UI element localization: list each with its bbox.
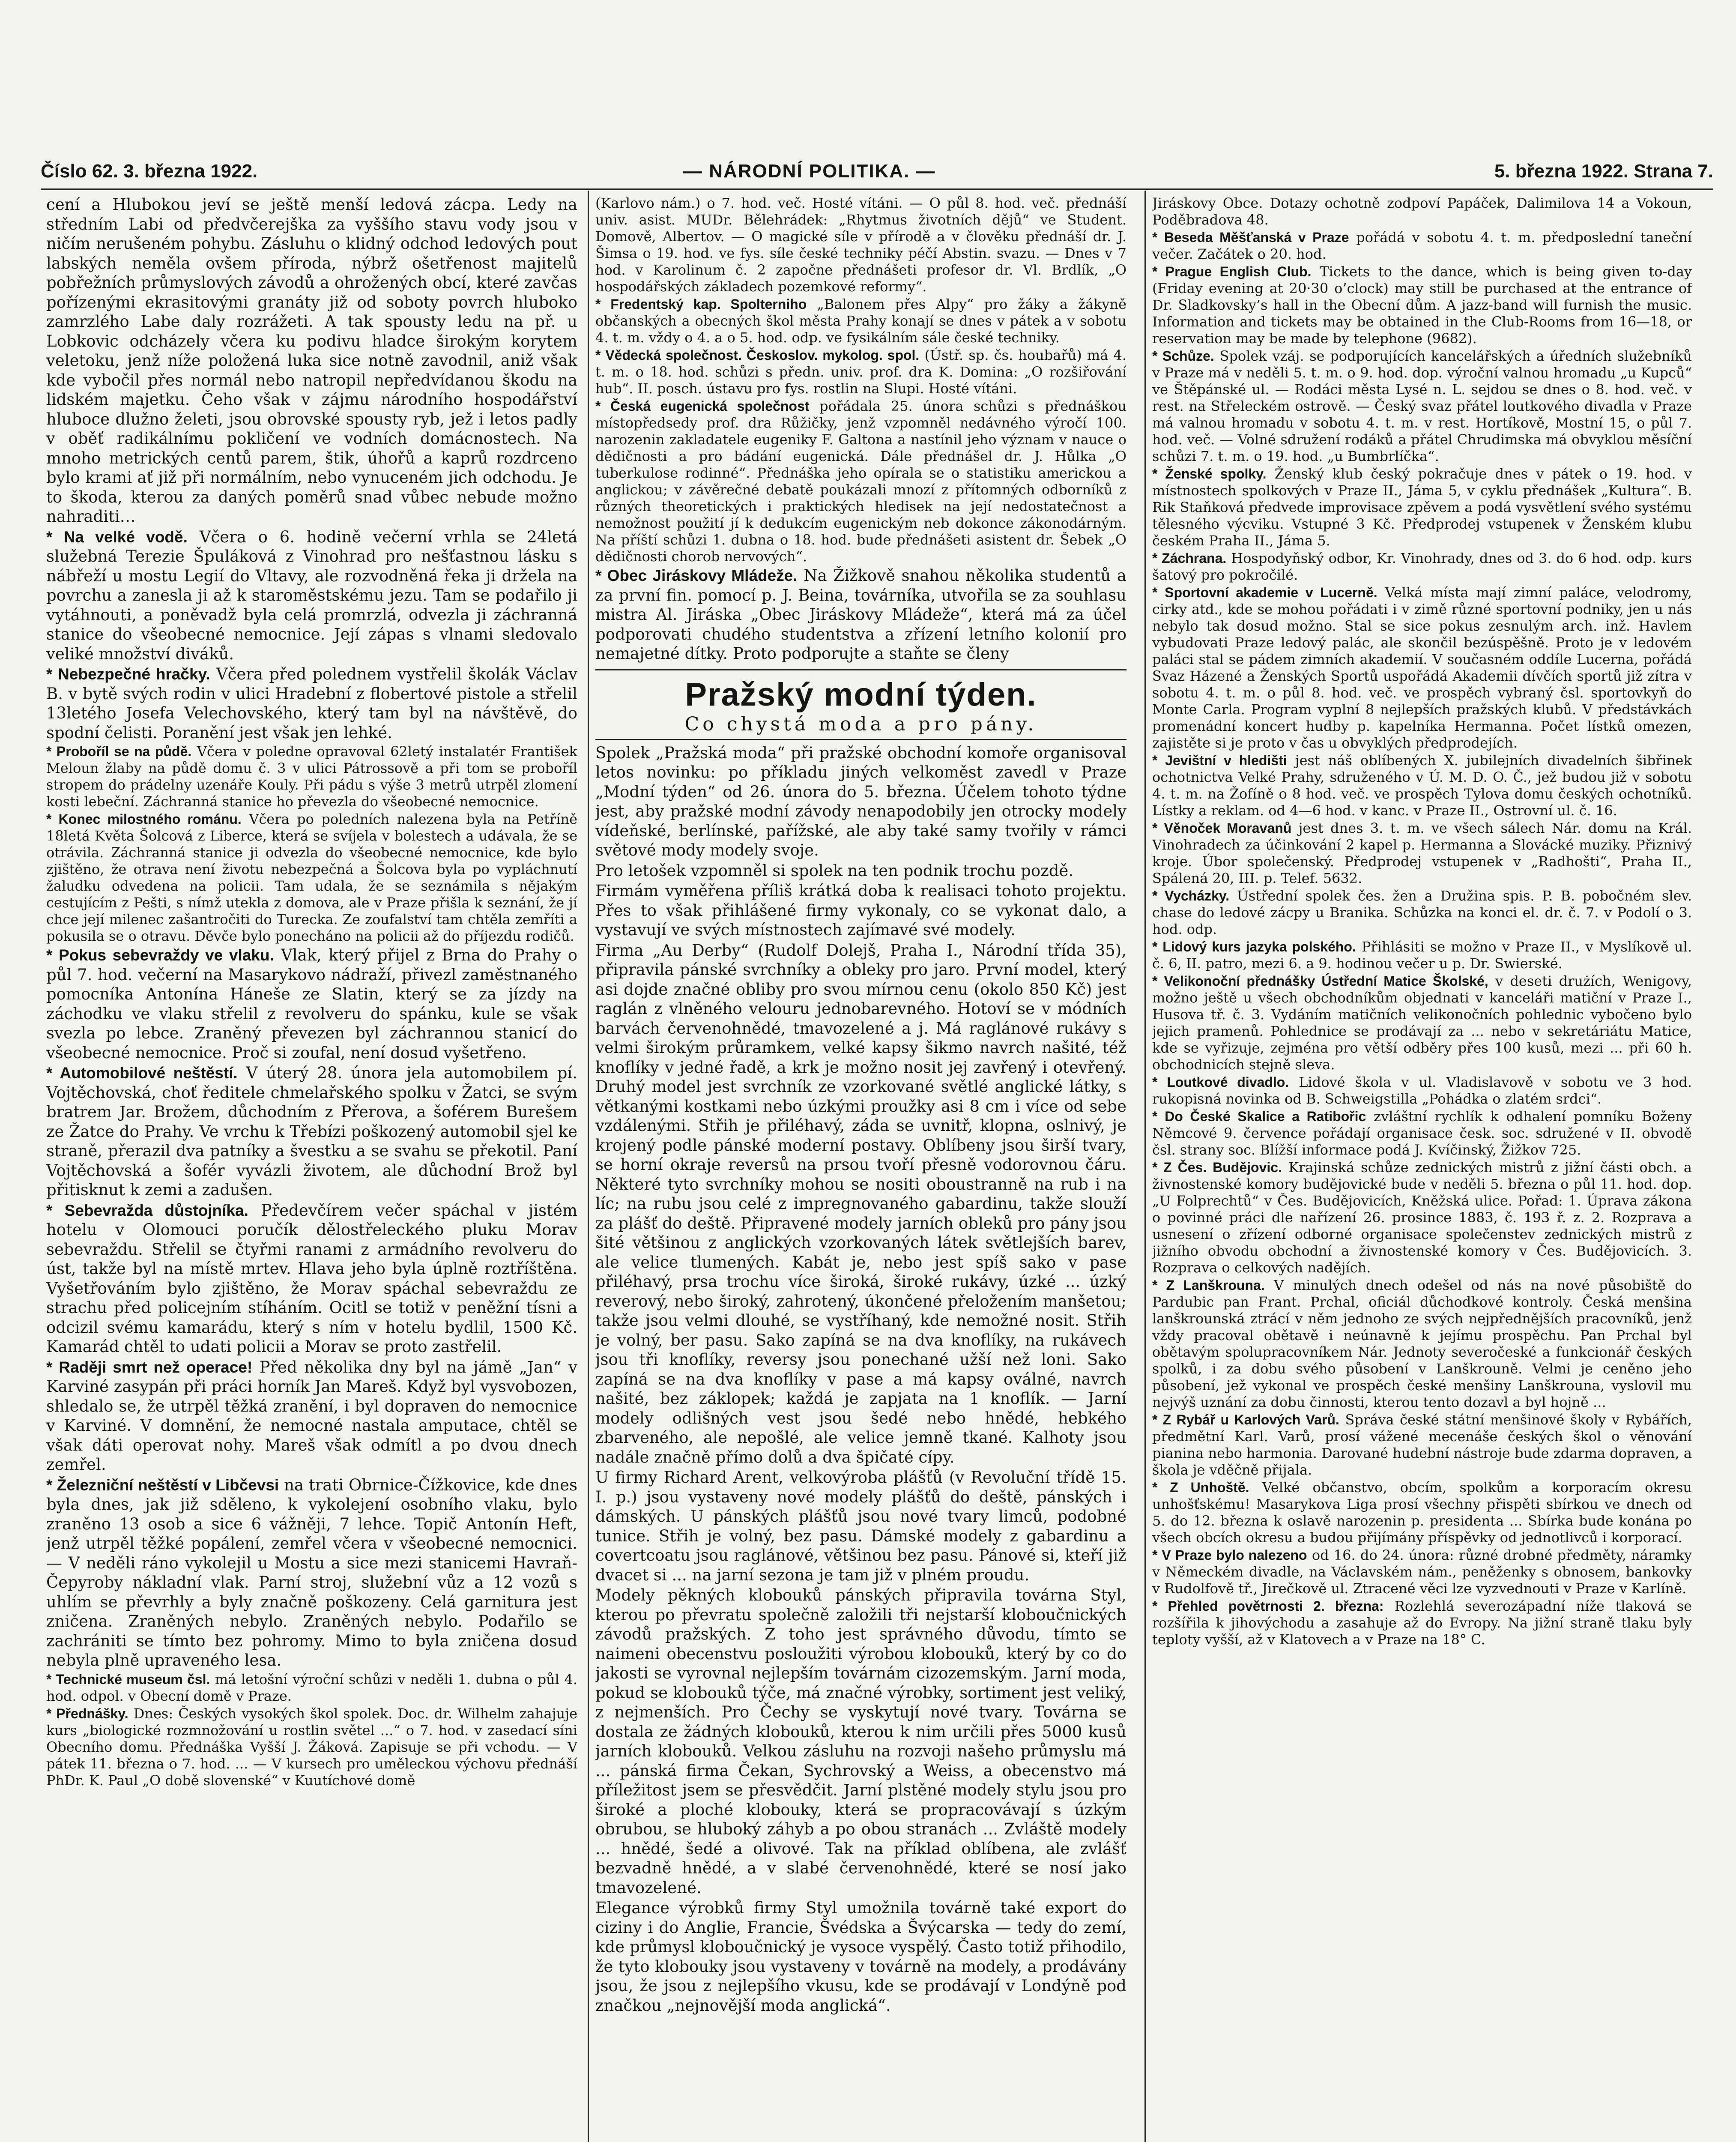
news-paragraph: [46, 1063, 577, 1200]
news-body: Včera po poledních nalezena byla na Petříně 18letá Květa Šolcová z Liberce, která se svíjela v bolestech a udávala, že se otrávila. Záchranná stanice ji odvezla do všeobecné nemocnice, kde bylo zjištěno, že otrava není životu nebezpečná a Šolcova byla po vypláchnutí žaludku odvedena na policii. Tam udala, že se seznámila s nějakým cestujícím z Pešti, s nímž utekla z domova, ale v Praze přišla k seznání, že jí chce její milenec zašantročiti do Turecka. Ze zoufalství tam chtěla zemříti a pokusila se o otravu. Děvče bylo ponecháno na policii až do příjezdu rodičů.: [46, 811, 577, 944]
news-headline: * Sebevražda důstojníka.: [46, 1201, 248, 1219]
news-body: U firmy Richard Arent, velkovýroba plášťů (v Revoluční třídě 15. I. p.) jsou vystaveny nové modely plášťů do deště, pánských i dámských. U pánských plášťů jsou nové tvary limců, podobné tunice. Střih je volný, bez pasu. Dámské modely z gabardinu a covertcoatu jsou raglánové, většinou bez pasu. Pánové si, kteří již dvacet si ... na jarní sezona je tam již v plném proudu.: [595, 1468, 1126, 1584]
news-body: Vlak, který přijel z Brna do Prahy o půl 7. hod. večerní na Masarykovo nádraží, přivezl zaměstnaného pomocníka Antonína Háneše ze Slatin, který se za jízdy na záchodku ve vlaku střelil z revolveru do spánku, kule se však svezla po lebce. Zraněný převezen byl záchrannou stanicí do všeobecné nemocnice. Proč si zoufal, není dosud vyšetřeno.: [46, 946, 577, 1062]
news-body: jest náš oblíbených X. jubilejních divadelních šibřinek ochotnictva Velké Prahy, sdruženého v Ú. M. D. O. Č., jež budou již v sobotu 4. t. m. na Žofíně o 8 hod. več. ve prospěch Tylova domu českých ochotníků. Lístky a reklam. od 4—6 hod. v kanc. v Praze II., Ostrovní ul. č. 16.: [1152, 752, 1692, 819]
column-left: [46, 195, 577, 2142]
news-paragraph: [1152, 550, 1692, 583]
news-items-top: [595, 195, 1126, 664]
news-body: Rozlehlá severozápadní níže tlaková se rozšířila k jihovýchodu a zasahuje až do Evropy. Na jižní straně tlaku byly teploty vyšší, až v Klatovech a v Praze na 18° C.: [1152, 1598, 1692, 1648]
news-headline: * V Praze bylo nalezeno: [1152, 1547, 1307, 1563]
news-headline: * Záchrana.: [1152, 550, 1227, 566]
news-headline: * Automobilové neštěstí.: [46, 1064, 238, 1082]
news-headline: * Přednášky.: [46, 1705, 128, 1721]
news-paragraph: [46, 1201, 577, 1357]
news-body: V minulých dnech odešel od nás na nové působiště do Pardubic pan Frant. Prchal, oficiál důchodkové kontroly. Česká menšina lanškrounská ztrácí v něm jednoho ze svých nejpřednějších pracovníků, jenž vždy pracoval obětavě i neúnavně k jejímu prospěchu. Pan Prchal byl obětavým spolupracovníkem Nár. Jednoty severočeské a funkcionář českých spolků, i za dobu svého působení v Lanškrouně. Velmi je ceněno jeho působení, jež vykonal ve prospěch české menšiny Lanškrouna, vyslovil mu nejvýš uznání za dobu činnosti, kterou tento dozavl a byl hojně ...: [1152, 1277, 1692, 1410]
news-body: Na Žižkově snahou několika studentů a za první fin. pomocí p. J. Beina, továrníka, utvořila se za souhlasu mistra Al. Jiráska „Obec Jiráskovy Mládeže“, která má za účel podporovati chudého studentstva a zřízení letního kolonií pro nemajetné dítky. Proto podporujte a staňte se členy: [595, 566, 1126, 663]
news-headline: * Nebezpečné hračky.: [46, 665, 210, 683]
news-headline: * Česká eugenická společnost: [595, 398, 810, 414]
news-paragraph: [46, 527, 577, 664]
page-date-number: 5. března 1922. Strana 7.: [1494, 161, 1713, 182]
news-paragraph: [1152, 1074, 1692, 1107]
news-paragraph: [1152, 348, 1692, 465]
news-body: Elegance výrobků firmy Styl umožnila továrně také export do ciziny i do Anglie, Francie, Švédska a Švýcarska — tedy do zemí, kde průmysl kloboučnický je vysoce vyspělý. Často totiž přihodilo, že tyto klobouky jsou vystaveny v továrně na modely, a prodávány jsou, že jsou z nejlepšího vkusu, kde se prodávají v Londýně pod značkou „nejnovější moda anglická“.: [595, 1899, 1126, 2015]
news-headline: * Konec milostného románu.: [46, 811, 242, 827]
news-headline: * Z Rybář u Karlových Varů.: [1152, 1412, 1339, 1427]
news-headline: * Pokus sebevraždy ve vlaku.: [46, 946, 274, 964]
news-paragraph: [1152, 1159, 1692, 1276]
news-paragraph: [46, 664, 577, 742]
news-body: Ženský klub český pokračuje dnes v pátek o 19. hod. v místnostech spolkových v Praze II., Jáma 5, v cyklu přednášek „Kultura“. B. Rik Staňková předvede improvisace zpěvem a podá vysvětlení svého systému tělesného výcviku. Vstupné 3 Kč. Předprodej vstupenek v Ženském klubu českém Praha II., Jáma 5.: [1152, 466, 1692, 549]
news-body: má letošní výroční schůzi v neděli 1. dubna o půl 4. hod. odpol. v Obecní domě v Praze.: [46, 1671, 577, 1704]
news-paragraph: [1152, 195, 1692, 228]
news-body: Ústřední spolek čes. žen a Družina spis. P. B. pobočném slev. chase do ledové zácpy u Branika. Schůzka na konci el. dr. č. 7. v Podolí o 3. hod. odp.: [1152, 888, 1692, 937]
news-headline: * Vycházky.: [1152, 888, 1230, 903]
news-paragraph: [595, 881, 1126, 940]
news-body: (Karlovo nám.) o 7. hod. več. Hosté vítáni. — O půl 8. hod. več. přednáší univ. asist. MUDr. Bělehrádek: „Rhytmus životních dějů“ ve Student. Domově, Albertov. — O magické síle v přírodě a v člověku přednáší dr. J. Šimsa o 19. hod. ve fys. síle české techniky péčí Abstin. svazu. — Dnes v 7 hod. v Karolinum č. 2 započne přednášeti profesor dr. Vl. Brdlík, „O hospodářských základech pozemkové reformy“.: [595, 195, 1126, 295]
fashion-article: [595, 743, 1126, 2016]
news-paragraph: [595, 861, 1126, 881]
news-paragraph: [595, 296, 1126, 346]
news-headline: * Beseda Měšťanská v Praze: [1152, 230, 1349, 245]
news-paragraph: [1152, 1547, 1692, 1597]
news-paragraph: [595, 347, 1126, 397]
page-header: [41, 156, 1713, 188]
news-paragraph: [1152, 1277, 1692, 1411]
news-paragraph: [595, 1898, 1126, 2015]
news-paragraph: [1152, 466, 1692, 549]
news-body: v deseti drużích, Wenigovy, možno ještě u všech obchodníkům objednati v kanceláři matiční v Praze I., Husova tř. č. 3. Vydáním matičních velikonočních pohlednic vybočeno bylo jejich pramenů. Pohlednice se prodávají za ... nebo v sekretáriátu Matice, kde se vyřizuje, zejména pro větší odběry přes 100 kusů, mezi ... při 60 h. obchodnicích stejně sleva.: [1152, 973, 1692, 1073]
news-body: Pro letošek vzpomněl si spolek na ten podnik trochu pozdě.: [595, 861, 1074, 880]
news-paragraph: [46, 945, 577, 1062]
news-paragraph: [1152, 973, 1692, 1073]
news-headline: * Proboříl se na půdě.: [46, 744, 192, 759]
news-paragraph: [46, 195, 577, 527]
news-body: „Balonem přes Alpy“ pro žáky a žákyně občanských a obecných škol města Prahy konají se dnes v pátek a v sobotu 4. t. m. vždy o 4. a o 5. hod. odp. ve fysikálním sále české techniky.: [595, 296, 1126, 346]
news-body: Správa české státní menšinové školy v Rybářích, předmětní Karl. Varů, prosí vážené mecenáše českých škol o věnování pianina nebo harmonia. Darované hudební nástroje bude zdarma dopraven, a škola je vděčně přijala.: [1152, 1412, 1692, 1478]
news-paragraph: [1152, 584, 1692, 751]
news-body: od 16. do 24. února: různé drobné předměty, náramky v Německém divadle, na Václavském nám., peněženky s obnosem, bankovky v Rudolfově tř., Jirečkově ul. Ztracené věci lze vyzvednouti v Praze v Karlíně.: [1152, 1547, 1692, 1597]
news-body: zvláštní rychlík k odhalení pomníku Boženy Němcové 9. července pořádají organisace česk. soc. sdružené v II. obvodě čsl. strany soc. Blížší informace podá J. Kvíčinský, Žižkov 725.: [1152, 1108, 1692, 1158]
news-headline: * Jevištní v hledišti: [1152, 753, 1287, 768]
news-body: Dnes: Českých vysokých škol spolek. Doc. dr. Wilhelm zahajuje kurs „biologické rozmnožování u rostlin světel ...“ o 7. hod. v zasedací síni Obecního domu. Přednáška Vyšší J. Žáková. Zapisuje se při vchodu. — V pátek 11. března o 7. hod. ... — V kursech pro uměleckou výchovu přednáší PhDr. K. Paul „O době slovenské“ v Kuutíchové domě: [46, 1705, 577, 1789]
news-paragraph: [46, 1358, 577, 1475]
news-paragraph: [1152, 1479, 1692, 1546]
news-body: Modely pěkných klobouků pánských připravila továrna Styl, kterou po převratu společně založili tři nejstarší kloboučnických závodů pražských. Z toho jest správného důvodu, tímto se naimeni obecenstvu posloužiti výrobou klobouků, který by co do jakosti se vyrovnal nejlepším továrnám cizozemským. Jarní moda, pokud se klobouků týče, má značné výrobky, sortiment jest veliký, z nejmenších. Pro Čechy se vyskytují nové tvary. Továrna se dostala ze žádných klobouků, kterou k nim určili přes 5000 kusů jarních klobouků. Velkou zásluhu na rozvoji našeho průmyslu má ... pánská firma Čekan, Sychrovský a Weiss, a obecenstvo má příležitost jsem se přesvědčit. Jarní plstěné modely stylu jsou pro široké a ploché klobouky, která se propracovávají s úzkým obrubou, se hluboký záhyb a po obou stranách ... Zvláště modely ... hnědé, šedé a olivové. Tak na příklad oblíbena, ale zvlášť bezvadně hnědé, a v slabé červenohnědé, které se nosí jako tmavozelené.: [595, 1586, 1126, 1897]
news-paragraph: [1152, 229, 1692, 263]
news-headline: * Věnoček Moravanů: [1152, 820, 1292, 836]
news-headline: * Na velké vodě.: [46, 528, 188, 546]
news-headline: * Raději smrt než operace!: [46, 1358, 253, 1376]
news-body: Včera před polednem vystřelil školák Václav B. v bytě svých rodin v ulici Hradební z flobertové pistole a střelil 13letého Josefa Velechovského, který tam byl na návštěvě, do spodní čelisti. Poranění jest však jen lehké.: [46, 665, 577, 742]
news-body: jest dnes 3. t. m. ve všech sálech Nár. domu na Král. Vinohradech za účinkování 2 kapel p. Hermanna a Slovácké muziky. Přiznivý kroje. Úbor společenský. Předprodej vstupenek v „Radhošti“, Praha II., Spálená 20, III. p. Telef. 5632.: [1152, 820, 1692, 886]
news-headline: * Schůze.: [1152, 348, 1214, 364]
news-body: Jiráskovy Obce. Dotazy ochotně zodpoví Papáček, Dalimilova 14 a Vokoun, Poděbradova 48.: [1152, 195, 1692, 228]
section-header: [595, 669, 1126, 740]
news-body: cení a Hlubokou jeví se ještě menší ledová zácpa. Ledy na středním Labi od předvčerejška za vyššího stavu vody jsou v ničím nerušeném pohybu. Zásluhu o klidný odchod ledových pout labských neměla ovšem příroda, nýbrž ošetřenost majitelů pobřežních průmyslových závodů a ohrožených obcí, které zavčas pořízenými ekrasitovými granáty již od soboty povrch hluboko zamrzlého Labe daly rozrážeti. A tak spousty ledu na př. u Lobkovic odcházely včera ku podivu hladce širokým korytem veletoku, jenž níže položená luka sice notně zavodnil, aniž však kde vybočil přes normál nebo natropil nepředvídanou škodu na lidském majetku. Čeho však v zájmu národního hospodářství hluboce dlužno želeti, jsou obrovské spousty ryb, jež i letos padly v oběť radikálnímu pokličení ve vodních domácnostech. Na mnoho metrických centů parem, štik, úhořů a kaprů rozdrceno bylo krami ať již při normálním, nebo vynuceném jich odchodu. Je to škoda, kterou za daných poměrů snad vůbec nebude možno nahraditi…: [46, 195, 577, 526]
news-body: pořádala 25. února schůzi s přednáškou místopředsedy prof. dra Růžičky, jenž vzpomněl nedávného výročí 100. narozenin zakladatele eugeniky F. Galtona a nastínil jeho význam v nauce o dědičnosti a pro bádání eugenická. Dále přednášel dr. J. Hůlka „O tuberkulose rodinné“. Přednáška jeho opírala se o statistiku americkou a anglickou; v závěrečné debatě poukázali mnozí z přítomných odborníků z různých theoretických i praktických hledisek na její nedostatečnost a nemožnost použití jí k dedukcím eugenickým neb dokonce zákonodárným. Na příští schůzi 1. dubna o 18. hod. bude přednášeti asistent dr. Šebek „O dědičnosti chorob nervových“.: [595, 398, 1126, 565]
news-headline: * Ženské spolky.: [1152, 466, 1267, 482]
section-title: Pražský modní týden.: [685, 676, 1037, 713]
news-headline: * Z Čes. Budějovic.: [1152, 1160, 1282, 1175]
news-paragraph: [1152, 1412, 1692, 1478]
news-body: Firma „Au Derby“ (Rudolf Dolejš, Praha I., Národní třída 35), připravila pánské svrchníky a obleky pro jaro. První model, který asi dojde značné obliby pro svou mírnou cenu (okolo 850 Kč) jest raglán z vlněného velouru jednobarevného. Hotoví se v módních barvách červenohnědé, tmavozelené a j. Má raglánové rukávy s velmi širokým průramkem, velké kapsy šikmo navrch našité, též knoflíky v jedné řadě, a krk je možno nosit jej zavřený i otevřený. Druhý model jest svrchník ze vzorkované světlé anglické látky, s větkanými kostkami nebo úzkými proužky asi 8 cm i více od sebe vzdálenými. Střih je přiléhavý, záda se uvnitř, klopna, oslnivý, je krojený podle pánské moderní postavy. Oblíbeny jsou širší tvary, se horní okraje reversů na prsou tvoří přesně vodorovnou čáru. Některé tyto svrchníky mohou se nositi oboustranně na rub i na líc; na rubu jsou celé z impregnovaného gabardinu, takže slouží za plášť do deště. Připravené modely jarních obleků pro pány jsou šité většinou z anglických vzorkovaných látek světlejších barev, ale velice tlumených. Kabát je, nebo jest spíš sako v pase přiléhavý, prsa trochu více široká, široké rukávy, úzké ... úzký reverový, nebo široký, zahrotený, úkončené přeložením manšetou; takže jsou velmi dlouhé, se vystříhaný, kde nemožné nosit. Střih je volný, ber pasu. Sako zapíná se na dva knoflíky, na rukávech jsou tři knoflíky, reversy jsou ponechané užší než loni. Sako zapíná se na dva knoflíky v pase a má kapsy oválné, navrch našité, bez záklopek; každá je zapjata na 1 knoflík. — Jarní modely odlišných vest jsou šedé nebo hnědé, hebkého zbarveného, ale nepošlé, ale velice jemně tkané. Kalhoty jsou nadále značně přímo dolů a dva špičaté cípy.: [595, 941, 1126, 1466]
section-subtitle: Co chystá moda a pro pány.: [684, 713, 1037, 735]
news-headline: * Velikonoční přednášky Ústřední Matice Školské,: [1152, 973, 1488, 989]
news-paragraph: [46, 743, 577, 810]
news-paragraph: [595, 398, 1126, 565]
news-paragraph: [595, 1468, 1126, 1585]
news-body: Hospodyňský odbor, Kr. Vinohrady, dnes od 3. do 6 hod. odp. kurs šatový pro pokročilé.: [1152, 550, 1692, 583]
column-divider: [588, 191, 589, 2142]
news-paragraph: [595, 743, 1126, 860]
news-body: V úterý 28. února jela automobilem pí. Vojtěchovská, choť ředitele chmelařského spolku v Žatci, se svým bratrem Jar. Brožem, důchodním z Přerova, a šoférem Burešem ze Žatce do Prahy. Ve vrchu k Třebízi poškozený automobil sjel ke straně, přerazil dva patníky a švestku a se svahu se překotil. Paní Vojtěchovská a šofér vyvázli životem, ale důchodní Brož byl přitisknut k zemi a zadušen.: [46, 1064, 577, 1199]
masthead-title: — NÁRODNÍ POLITIKA. —: [683, 161, 936, 182]
news-headline: * Fredentský kap. Spolterniho: [595, 296, 807, 312]
news-headline: * Loutkové divadlo.: [1152, 1074, 1289, 1090]
news-body: Tickets to the dance, which is being given to-day (Friday evening at 20·30 o’clock) may still be purchased at the entrance of Dr. Sladkovsky’s hall in the Obecní dům. A jazz-band will furnish the music. Information and tickets may be obtained in the Club-Rooms from 16—18, or reservation may be made by telephone (9682).: [1152, 263, 1692, 347]
news-paragraph: [1152, 752, 1692, 819]
news-body: Lidové škola v ul. Vladislavově v sobotu ve 3 hod. rukopisná novinka od B. Schweigstilla „Pohádka o zlatém srdci“.: [1152, 1074, 1692, 1107]
news-paragraph: [595, 1586, 1126, 1897]
news-headline: * Z Unhoště.: [1152, 1480, 1249, 1495]
news-body: Včera v poledne opravoval 62letý instalatér František Meloun žlaby na půdě domu č. 3 v ulici Pátrossově a při tom se proboříl stropem do prádelny uzenáře Kouly. Při pádu s výše 3 metrů utrpěl zlomení kosti lebeční. Záchranná stanice ho převezla do všeobecné nemocnice.: [46, 743, 577, 810]
issue-number-date: Číslo 62. 3. března 1922.: [41, 161, 258, 182]
news-headline: * Technické museum čsl.: [46, 1671, 210, 1687]
news-paragraph: [1152, 1598, 1692, 1648]
news-paragraph: [1152, 1108, 1692, 1158]
news-headline: * Přehled povětrnosti 2. března:: [1152, 1598, 1384, 1614]
news-paragraph: [1152, 888, 1692, 938]
news-paragraph: [46, 1475, 577, 1670]
news-headline: * Sportovní akademie v Lucerně.: [1152, 585, 1377, 600]
news-body: Spolek „Pražská moda“ při pražské obchodní komoře organisoval letos novinku: po příkladu jiných velkoměst zavedl v Praze „Modní týden“ od 26. února do 5. března. Účelem tohoto týdne jest, aby pražské modní závody nenapodobily jen otrocky modely vídeňské, berlínské, pařížské, ale aby také samy tvořily v rámci světové mody modely svoje.: [595, 743, 1126, 859]
news-headline: * Z Lanškrouna.: [1152, 1277, 1265, 1293]
news-body: Firmám vyměřena příliš krátká doba k realisaci tohoto projektu. Přes to však přihlášené firmy vykonaly, co se vykonat dalo, a vystavují ve svých místnostech zajímavé své modely.: [595, 882, 1126, 939]
news-paragraph: [1152, 820, 1692, 887]
news-body: Před několika dny byl na jámě „Jan“ v Karviné zasypán při práci horník Jan Mareš. Když byl vysvobozen, shledalo se, že utrpěl těžká zranění, i byl dopraven do nemocnice v Karviné. V domnění, že nemocné nastala amputace, chtěl se však dáti operovat nohy. Mareš však odmítl a po dvou dnech zemřel.: [46, 1358, 577, 1474]
news-paragraph: [595, 941, 1126, 1467]
news-headline: * Obec Jiráskovy Mládeže.: [595, 567, 798, 584]
news-body: Velké občanstvo, obcím, spolkům a korporacím okresu unhošťskému! Masarykova Liga prosí všechny přispěti sbírkou ve dnech od 5. do 12. března k oslavě narozenin p. presidenta ... Sbírka bude konána po všech obcích okresu a budou přijímány příspěvky od jednotlivců i korporací.: [1152, 1479, 1692, 1546]
news-body: Předevčírem večer spáchal v jistém hotelu v Olomouci poručík dělostřeleckého pluku Morav sebevraždu. Střelil se čtyřmi ranami z armádního revolveru do úst, takže byl na místě mrtev. Hlava jeho byla úplně roztříštěna. Vyšetřováním bylo zjištěno, že Morav spáchal sebevraždu ze strachu před policejním stíháním. Ocitl se totiž v peněžní tísni a odcizil svému kamarádu, který s ním v hotelu bydlil, 1500 Kč. Kamarád chtěl to udati policii a Morav se proto zastřelil.: [46, 1201, 577, 1356]
news-paragraph: [595, 566, 1126, 664]
news-body: Včera o 6. hodině večerní vrhla se 24letá služebná Terezie Špuláková z Vinohrad pro nešťastnou lásku s nábřeží u mostu Legií do Vltavy, ale rozvodněná řeka ji držela na povrchu a zanesla ji až k staroměstskému jezu. Tam se podařilo ji vytáhnouti, a poněvadž byla celá promrzlá, odvezla ji záchranná stanice do všeobecné nemocnice. Její zápas s vlnami sledovalo veliké množství diváků.: [46, 527, 577, 663]
news-body: Spolek vzáj. se podporujících kancelářských a úředních služebníků v Praze má v neděli 5. t. m. o 9. hod. dop. výroční valnou hromadu „u Kupců“ ve Štěpánské ul. — Rodáci města Lysé n. L. sejdou se dnes o 8. hod. več. v rest. na Střeleckém ostrově. — Český svaz přátel loutkového divadla v Praze má valnou hromadu v sobotu 4. t. m. v rest. Hortíkově, Mostní 15, o půl 7. hod. več. — Volné sdružení rodáků a přátel Chrudimska má obvyklou měsíční schůzi 7. t. m. o 19. hod. „u Bumbrlíčka“.: [1152, 348, 1692, 464]
news-paragraph: [1152, 263, 1692, 347]
news-headline: * Lidový kurs jazyka polského.: [1152, 939, 1356, 954]
news-headline: * Vědecká společnost. Českoslov. mykolog. spol.: [595, 347, 920, 363]
column-middle: [595, 195, 1126, 2142]
news-body: pořádá v sobotu 4. t. m. předposlední taneční večer. Začátek o 20. hod.: [1152, 229, 1692, 262]
news-body: Přihlásiti se možno v Praze II., v Myslíkově ul. č. 6, II. patro, mezi 6. a 9. hodinou večer u p. Dr. Swierské.: [1152, 939, 1692, 972]
news-body: na trati Obrnice-Čížkovice, kde dnes byla dnes, jak již sděleno, k vykolejení osobního vlaku, bylo zraněno 13 osob a sice 6 vážněji, 7 lehce. Topič Antonín Heft, jenž utrpěl těžké popálení, zemřel včera v všeobecné nemocnici. — V neděli ráno vykolejil u Mostu a sice mezi stanicemi Havraň-Čepyroby nákladní vlak. Parní stroj, služební vůz a 12 vozů s uhlím se převrhly a byly značně poškozeny. Celá garnitura jest zničena. Zraněných nebylo. Zraněných nebylo. Podařilo se zachrániti se tímto bez pohromy. Mimo to byla zničena dosud nebyla plně upraveného lesa.: [46, 1475, 577, 1669]
header-rule: [41, 188, 1713, 190]
news-paragraph: [46, 1705, 577, 1789]
news-paragraph: [46, 1671, 577, 1705]
news-body: Krajinská schůze zednických mistrů z jižní části obch. a živnostenské komory budějovické bude v neděli 5. března o půl 11. hod. dop. „U Folprechtů“ v Čes. Budějovicích, Kněžská ulice. Pořad: 1. Úprava zákona o povinné práci dle nařízení 26. prosince 1883, č. 193 ř. z. 2. Rozprava a usnesení o zřízení odborné organisace společenstev zednických mistrů z jižního obvodu obchodní a živnostenské komory v Čes. Budějovicích. 3. Rozprava o celkových nadějích.: [1152, 1159, 1692, 1276]
news-headline: * Do České Skalice a Ratibořic: [1152, 1109, 1366, 1124]
news-paragraph: [595, 195, 1126, 295]
news-body: Velká místa mají zimní paláce, velodromy, cirky atd., kde se mohou pořádati i v zimě různé sportovní podniky, jen u nás nebylo tak dosud možno. Stal se sice pokus zesnulým arch. inž. Havlem vybudovati Praze ledový palác, ale skončil bezúspěšně. Proto je v ledovém paláci stal se pádem zimních akademií. V současném oddíle Lucerna, pořádá Svaz Házené a Ženských Sportů uspořádá Akademii dívčích sportů již zítra v sobotu 4. t. m. o půl 8. hod. več. ve prospěch vybraný čsl. sportovkyň do Monte Carla. Program vyplní 8 nejlepších pražských klubů. V předstávkách promenádní koncert hudby p. kapelníka Hermanna. Počet lístků omezen, zajistěte si je proto v čas u obvyklých předprodejích.: [1152, 584, 1692, 751]
news-body: (Ústř. sp. čs. houbařů) má 4. t. m. o 18. hod. schůzi s předn. univ. prof. dra K. Domina: „O rozšiřování hub“. II. posch. ústavu pro fys. rostlin na Slupi. Hosté vítáni.: [595, 347, 1126, 397]
news-paragraph: [1152, 939, 1692, 972]
column-divider: [1144, 191, 1146, 2142]
news-headline: * Železniční neštěstí v Libčevsi: [46, 1476, 279, 1494]
news-headline: * Prague English Club.: [1152, 264, 1312, 279]
column-right: [1152, 195, 1692, 2142]
news-paragraph: [46, 811, 577, 945]
